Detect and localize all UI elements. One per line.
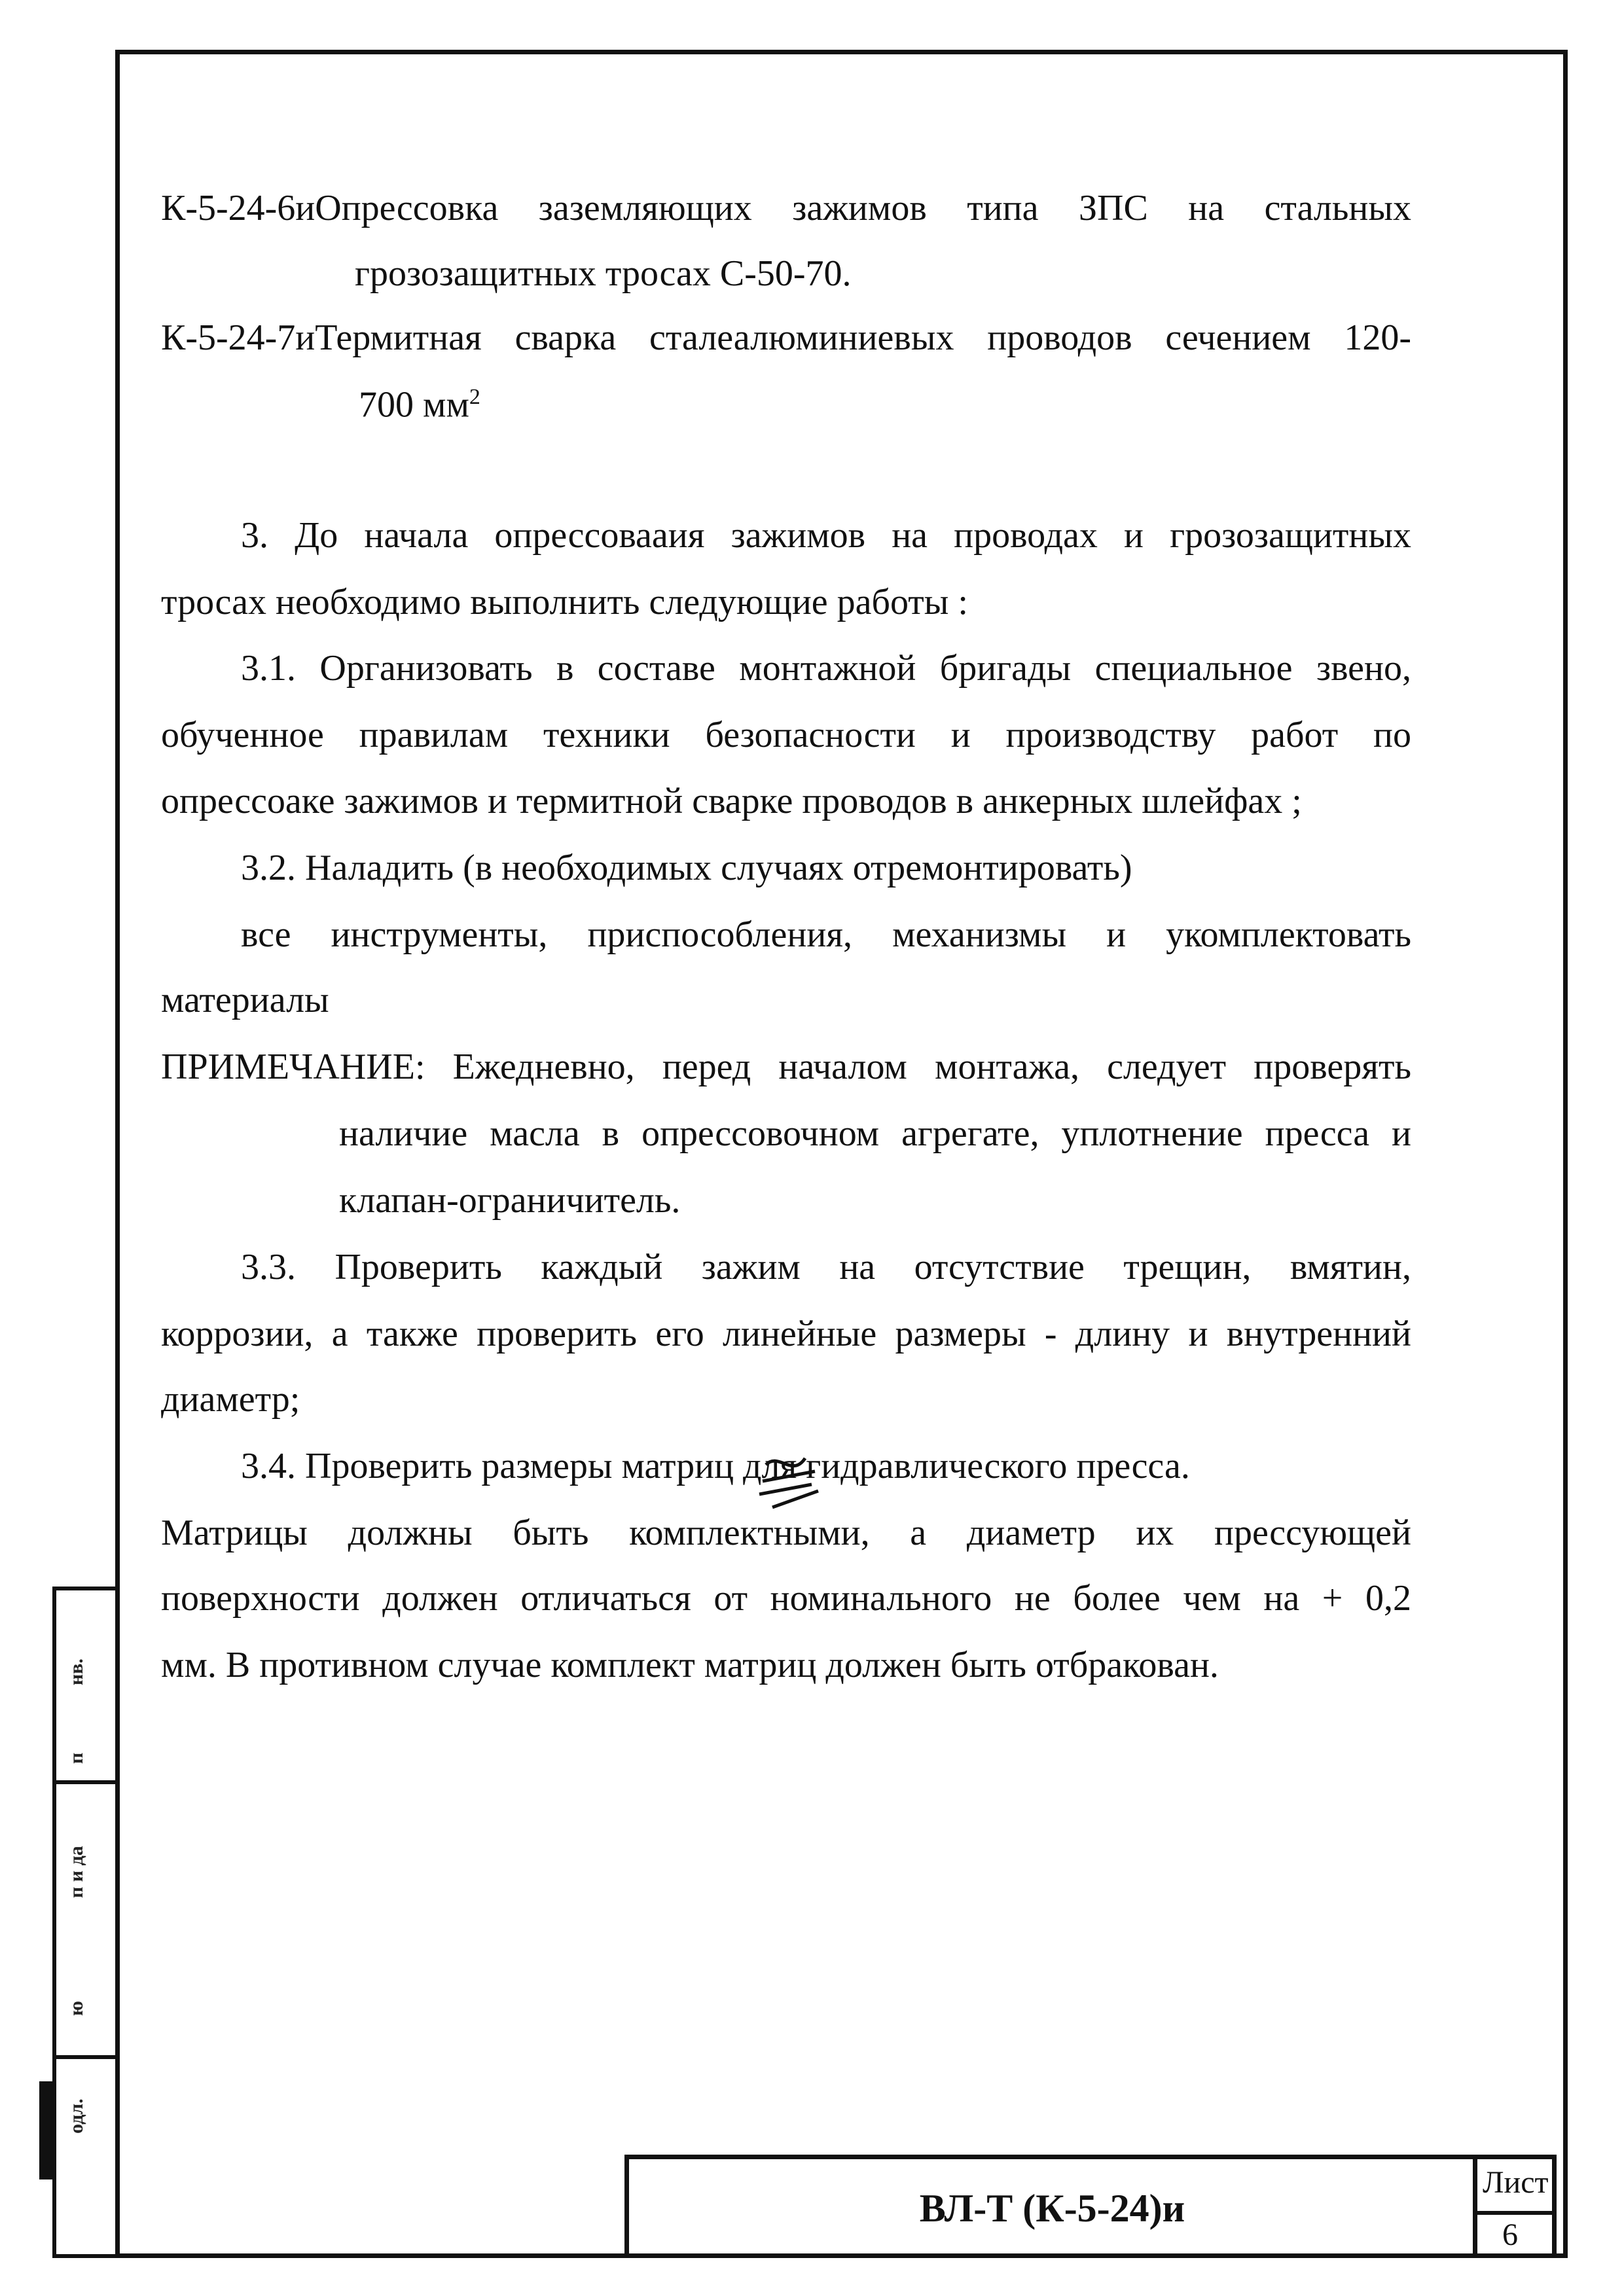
item-code: К-5-24-6и (161, 188, 316, 228)
p32-line-2: все инструменты, приспособления, механизмы и укомплектовать (241, 914, 1411, 955)
p31-line-3: опрессоаке зажимов и термитной сварке проводов в анкерных шлейфах ; (161, 781, 1302, 821)
item-text: Опрессовка заземляющих зажимов типа ЗПС на стальных (315, 188, 1411, 228)
item-2-line-2: 700 $мм^2$ (359, 384, 480, 425)
p33-line-3: диаметр; (161, 1379, 300, 1420)
item-text: Термитная сварка сталеалюминиевых проводов сечением 120- (315, 317, 1411, 358)
p33-line-2: коррозии, а также проверить его линейные размеры - длину и внутренний (161, 1314, 1411, 1354)
ink-mark (39, 2081, 54, 2179)
strip-divider (52, 2055, 120, 2059)
title-block (624, 2155, 1475, 2258)
sheet-number-box (1473, 2155, 1557, 2258)
sheet-divider (1477, 2211, 1552, 2215)
strip-divider (52, 1780, 120, 1784)
binding-strip (52, 1587, 120, 2258)
strip-label: п и да (65, 1846, 87, 1898)
strip-label: п (65, 1752, 87, 1764)
note-line-2: наличие масла в опрессовочном агрегате, уплотнение пресса и (339, 1113, 1411, 1154)
document-code: ВЛ-Т (К-5-24)и (919, 2187, 1185, 2230)
strip-label: одл. (65, 2098, 87, 2134)
sheet-label: Лист (1483, 2165, 1549, 2200)
note-line-3: клапан-ограничитель. (339, 1180, 681, 1221)
handwritten-correction (753, 1445, 825, 1517)
section3-intro-line-2: тросах необходимо выполнить следующие работы : (161, 582, 968, 622)
p31-line-2: обученное правилам техники безопасности и производству работ по (161, 715, 1411, 755)
p32-line-3: материалы (161, 980, 329, 1020)
item-code: К-5-24-7и (161, 317, 316, 358)
p34-line-3: поверхности должен отличаться от номинального не более чем на + 0,2 (161, 1578, 1411, 1619)
page-frame (115, 50, 1568, 2258)
p32-line-1: 3.2. Наладить (в необходимых случаях отремонтировать) (241, 848, 1132, 888)
p33-line-1: 3.3. Проверить каждый зажим на отсутствие трещин, вмятин, (241, 1247, 1411, 1287)
sheet-number: 6 (1502, 2217, 1518, 2252)
strip-label: нв. (65, 1659, 87, 1685)
strip-label: ю (65, 2001, 87, 2016)
p31-line-1: 3.1. Организовать в составе монтажной бригады специальное звено, (241, 648, 1411, 689)
note-line-1: ПРИМЕЧАНИЕ: Ежедневно, перед началом монтажа, следует проверять (161, 1047, 1411, 1087)
p34-line-2: Матрицы должны быть комплектными, а диаметр их прессующей (161, 1513, 1411, 1553)
item-2-line-1 (161, 319, 1411, 356)
item-1-line-1 (161, 190, 1411, 226)
item-1-line-2: грозозащитных тросах С-50-70. (355, 253, 852, 294)
p34-line-4: мм. В противном случае комплект матриц должен быть отбракован. (161, 1645, 1219, 1685)
p34-line-1: 3.4. Проверить размеры матриц для гидравлического пресса. (241, 1446, 1190, 1486)
section3-intro-line-1: 3. До начала опрессоваaия зажимов на проводах и грозозащитных (241, 515, 1411, 556)
